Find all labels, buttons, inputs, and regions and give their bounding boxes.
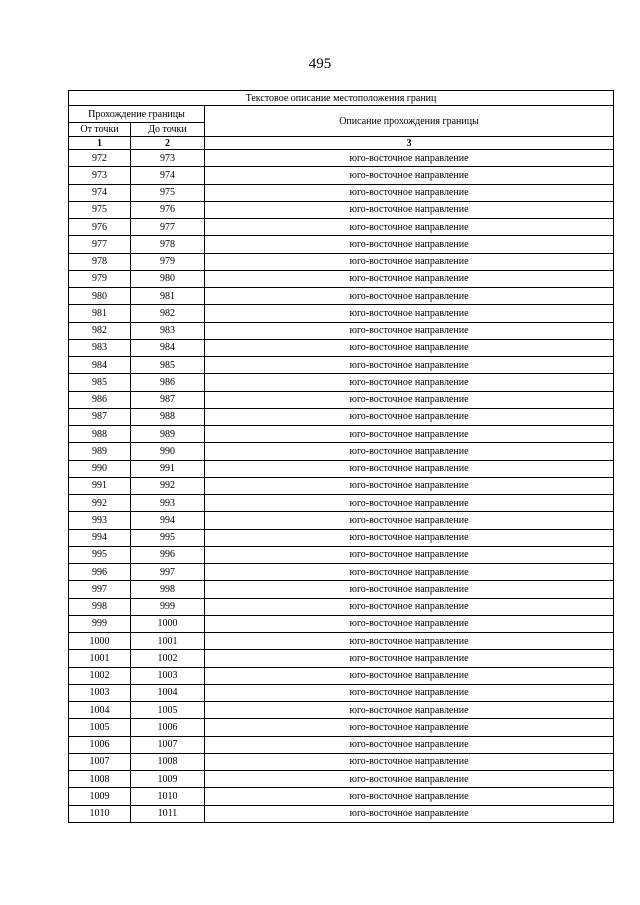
- column-number-2: 2: [131, 137, 205, 150]
- from-point-cell: 977: [69, 236, 131, 253]
- table-row: [69, 253, 614, 270]
- to-point-cell: 1003: [131, 667, 205, 684]
- to-point-cell: 994: [131, 512, 205, 529]
- from-point-cell: 982: [69, 322, 131, 339]
- from-point-cell: 1007: [69, 753, 131, 770]
- from-point-cell: 975: [69, 201, 131, 218]
- from-point-cell: 991: [69, 477, 131, 494]
- table-row: [69, 684, 614, 701]
- to-point-cell: 1010: [131, 788, 205, 805]
- to-point-cell: 988: [131, 408, 205, 425]
- to-point-cell: 995: [131, 529, 205, 546]
- description-cell: юго-восточное направление: [205, 512, 614, 529]
- table-row: [69, 805, 614, 822]
- description-cell: юго-восточное направление: [205, 684, 614, 701]
- description-cell: юго-восточное направление: [205, 201, 614, 218]
- column-number-3: 3: [205, 137, 614, 150]
- from-point-cell: 1000: [69, 633, 131, 650]
- to-point-cell: 1007: [131, 736, 205, 753]
- description-cell: юго-восточное направление: [205, 633, 614, 650]
- table-row: [69, 650, 614, 667]
- to-point-cell: 974: [131, 167, 205, 184]
- table-title: Текстовое описание местоположения границ: [69, 91, 614, 106]
- table-row: [69, 753, 614, 770]
- table-row: [69, 322, 614, 339]
- from-point-cell: 998: [69, 598, 131, 615]
- table-row: [69, 771, 614, 788]
- table-row: [69, 357, 614, 374]
- from-point-cell: 989: [69, 443, 131, 460]
- from-point-cell: 995: [69, 546, 131, 563]
- table-row: [69, 184, 614, 201]
- table-row: [69, 339, 614, 356]
- description-cell: юго-восточное направление: [205, 253, 614, 270]
- to-point-cell: 1002: [131, 650, 205, 667]
- to-point-cell: 1000: [131, 615, 205, 632]
- from-point-cell: 983: [69, 339, 131, 356]
- from-point-cell: 987: [69, 408, 131, 425]
- description-cell: юго-восточное направление: [205, 288, 614, 305]
- from-point-cell: 1006: [69, 736, 131, 753]
- description-cell: юго-восточное направление: [205, 460, 614, 477]
- to-point-cell: 999: [131, 598, 205, 615]
- table-row: [69, 219, 614, 236]
- table-row: [69, 167, 614, 184]
- table-row: [69, 374, 614, 391]
- table-row: [69, 615, 614, 632]
- table-row: [69, 288, 614, 305]
- to-point-cell: 993: [131, 495, 205, 512]
- table-row: [69, 150, 614, 167]
- table-row: [69, 581, 614, 598]
- to-point-cell: 986: [131, 374, 205, 391]
- to-point-cell: 975: [131, 184, 205, 201]
- table-row: [69, 736, 614, 753]
- from-point-cell: 1002: [69, 667, 131, 684]
- description-cell: юго-восточное направление: [205, 753, 614, 770]
- from-point-cell: 984: [69, 357, 131, 374]
- from-point-header: От точки: [69, 123, 131, 137]
- to-point-cell: 996: [131, 546, 205, 563]
- from-point-cell: 993: [69, 512, 131, 529]
- table-row: [69, 598, 614, 615]
- to-point-cell: 990: [131, 443, 205, 460]
- description-header: Описание прохождения границы: [205, 106, 614, 137]
- to-point-cell: 976: [131, 201, 205, 218]
- from-point-cell: 978: [69, 253, 131, 270]
- to-point-cell: 984: [131, 339, 205, 356]
- description-cell: юго-восточное направление: [205, 443, 614, 460]
- from-point-cell: 986: [69, 391, 131, 408]
- description-cell: юго-восточное направление: [205, 374, 614, 391]
- to-point-cell: 1004: [131, 684, 205, 701]
- description-cell: юго-восточное направление: [205, 581, 614, 598]
- column-number-1: 1: [69, 137, 131, 150]
- from-point-cell: 994: [69, 529, 131, 546]
- description-cell: юго-восточное направление: [205, 788, 614, 805]
- table-row: [69, 546, 614, 563]
- description-cell: юго-восточное направление: [205, 495, 614, 512]
- table-row: [69, 477, 614, 494]
- to-point-cell: 985: [131, 357, 205, 374]
- to-point-cell: 982: [131, 305, 205, 322]
- to-point-cell: 987: [131, 391, 205, 408]
- table-row: [69, 564, 614, 581]
- description-cell: юго-восточное направление: [205, 184, 614, 201]
- to-point-cell: 1008: [131, 753, 205, 770]
- table-row: [69, 408, 614, 425]
- table-row: [69, 667, 614, 684]
- table-row: [69, 788, 614, 805]
- description-cell: юго-восточное направление: [205, 615, 614, 632]
- description-cell: юго-восточное направление: [205, 219, 614, 236]
- table-row: [69, 443, 614, 460]
- boundary-passage-header: Прохождение границы: [69, 106, 205, 123]
- from-point-cell: 973: [69, 167, 131, 184]
- description-cell: юго-восточное направление: [205, 546, 614, 563]
- description-cell: юго-восточное направление: [205, 805, 614, 822]
- table-row: [69, 529, 614, 546]
- to-point-cell: 980: [131, 270, 205, 287]
- from-point-cell: 985: [69, 374, 131, 391]
- description-cell: юго-восточное направление: [205, 667, 614, 684]
- description-cell: юго-восточное направление: [205, 339, 614, 356]
- table-row: [69, 270, 614, 287]
- to-point-cell: 992: [131, 477, 205, 494]
- description-cell: юго-восточное направление: [205, 650, 614, 667]
- from-point-cell: 1010: [69, 805, 131, 822]
- description-cell: юго-восточное направление: [205, 702, 614, 719]
- description-cell: юго-восточное направление: [205, 771, 614, 788]
- from-point-cell: 972: [69, 150, 131, 167]
- to-point-cell: 981: [131, 288, 205, 305]
- page-number: 495: [308, 56, 332, 72]
- to-point-cell: 979: [131, 253, 205, 270]
- to-point-header: До точки: [131, 123, 205, 137]
- to-point-cell: 978: [131, 236, 205, 253]
- table-row: [69, 391, 614, 408]
- table-row: [69, 512, 614, 529]
- to-point-cell: 977: [131, 219, 205, 236]
- to-point-cell: 997: [131, 564, 205, 581]
- description-cell: юго-восточное направление: [205, 150, 614, 167]
- description-cell: юго-восточное направление: [205, 426, 614, 443]
- description-cell: юго-восточное направление: [205, 736, 614, 753]
- table-row: [69, 719, 614, 736]
- table-row: [69, 702, 614, 719]
- to-point-cell: 1009: [131, 771, 205, 788]
- description-cell: юго-восточное направление: [205, 322, 614, 339]
- description-cell: юго-восточное направление: [205, 305, 614, 322]
- to-point-cell: 1005: [131, 702, 205, 719]
- from-point-cell: 996: [69, 564, 131, 581]
- from-point-cell: 1004: [69, 702, 131, 719]
- from-point-cell: 997: [69, 581, 131, 598]
- from-point-cell: 980: [69, 288, 131, 305]
- description-cell: юго-восточное направление: [205, 408, 614, 425]
- from-point-cell: 981: [69, 305, 131, 322]
- from-point-cell: 990: [69, 460, 131, 477]
- to-point-cell: 1006: [131, 719, 205, 736]
- to-point-cell: 998: [131, 581, 205, 598]
- from-point-cell: 1008: [69, 771, 131, 788]
- description-cell: юго-восточное направление: [205, 564, 614, 581]
- boundary-description-table: [68, 90, 614, 823]
- description-cell: юго-восточное направление: [205, 236, 614, 253]
- to-point-cell: 983: [131, 322, 205, 339]
- from-point-cell: 979: [69, 270, 131, 287]
- table-row: [69, 236, 614, 253]
- description-cell: юго-восточное направление: [205, 270, 614, 287]
- table-row: [69, 201, 614, 218]
- to-point-cell: 1001: [131, 633, 205, 650]
- table-row: [69, 633, 614, 650]
- description-cell: юго-восточное направление: [205, 529, 614, 546]
- from-point-cell: 988: [69, 426, 131, 443]
- to-point-cell: 989: [131, 426, 205, 443]
- table-row: [69, 495, 614, 512]
- table-row: [69, 460, 614, 477]
- table-row: [69, 305, 614, 322]
- table-row: [69, 426, 614, 443]
- from-point-cell: 1003: [69, 684, 131, 701]
- from-point-cell: 974: [69, 184, 131, 201]
- from-point-cell: 976: [69, 219, 131, 236]
- to-point-cell: 1011: [131, 805, 205, 822]
- to-point-cell: 973: [131, 150, 205, 167]
- description-cell: юго-восточное направление: [205, 167, 614, 184]
- description-cell: юго-восточное направление: [205, 391, 614, 408]
- to-point-cell: 991: [131, 460, 205, 477]
- from-point-cell: 999: [69, 615, 131, 632]
- from-point-cell: 992: [69, 495, 131, 512]
- description-cell: юго-восточное направление: [205, 357, 614, 374]
- from-point-cell: 1005: [69, 719, 131, 736]
- description-cell: юго-восточное направление: [205, 598, 614, 615]
- description-cell: юго-восточное направление: [205, 719, 614, 736]
- description-cell: юго-восточное направление: [205, 477, 614, 494]
- table-body: [69, 150, 614, 823]
- from-point-cell: 1009: [69, 788, 131, 805]
- from-point-cell: 1001: [69, 650, 131, 667]
